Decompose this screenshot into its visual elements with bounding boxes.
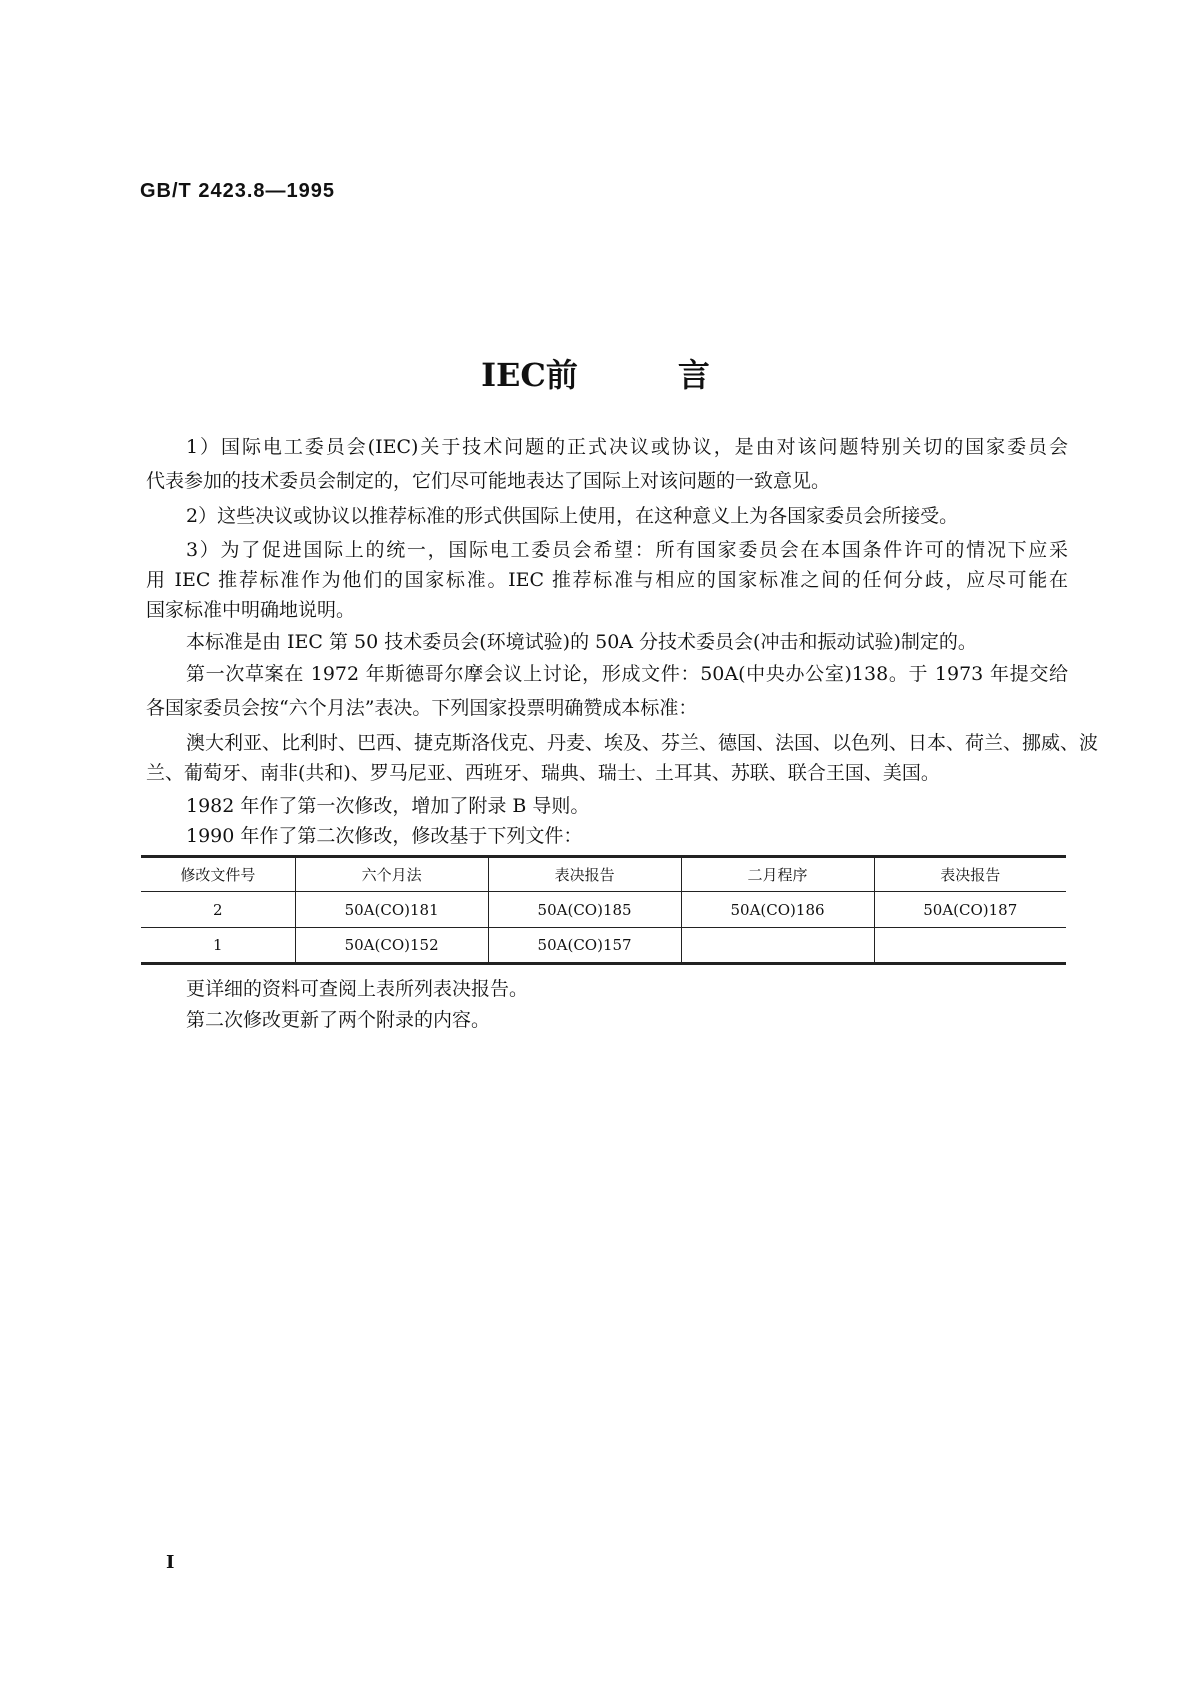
column-header: 修改文件号	[180, 866, 256, 884]
column-header: 表决报告	[874, 857, 1066, 892]
text-line: 用 IEC 推荐标准作为他们的国家标准。IEC 推荐标准与相应的国家标准之间的任何分歧，应尽可能在	[146, 569, 1068, 591]
text-line: 代表参加的技术委员会制定的，它们尽可能地表达了国际上对该问题的一致意见。	[146, 470, 831, 492]
table-row	[141, 892, 1066, 928]
text-line: 1）国际电工委员会(IEC)关于技术问题的正式决议或协议，是由对该问题特别关切的国家委员会	[186, 436, 1068, 458]
text-line: 第一次草案在 1972 年斯德哥尔摩会议上讨论，形成文件：50A(中央办公室)138。于 1973 年提交给	[186, 663, 1068, 685]
table-cell: 1	[213, 936, 223, 954]
text-line: 1990 年作了第二次修改，修改基于下列文件：	[186, 825, 583, 847]
text-line: 2）这些决议或协议以推荐标准的形式供国际上使用，在这种意义上为各国家委员会所接受。	[186, 505, 959, 527]
document-number: GB/T 2423.8—1995	[140, 180, 335, 202]
table-cell: 50A(CO)181	[295, 892, 488, 928]
text-line: 更详细的资料可查阅上表所列表决报告。	[186, 978, 529, 1000]
text-line: 第二次修改更新了两个附录的内容。	[186, 1009, 491, 1031]
column-header: 二月程序	[681, 857, 874, 892]
title-part1: IEC前	[481, 356, 578, 394]
table-cell: 2	[213, 900, 223, 919]
text-line: 本标准是由 IEC 第 50 技术委员会(环境试验)的 50A 分技术委员会(冲击和振动试验)制定的。	[186, 631, 977, 653]
page-title	[0, 350, 1191, 396]
revision-table	[141, 855, 1066, 965]
text-line: 3）为了促进国际上的统一，国际电工委员会希望：所有国家委员会在本国条件许可的情况下应采	[186, 539, 1068, 561]
text-line: 国家标准中明确地说明。	[146, 599, 356, 621]
text-line: 兰、葡萄牙、南非(共和)、罗马尼亚、西班牙、瑞典、瑞士、土耳其、苏联、联合王国、美国。	[146, 762, 940, 784]
column-header: 六个月法	[295, 857, 488, 892]
text-line: 1982 年作了第一次修改，增加了附录 B 导则。	[186, 795, 590, 817]
table-cell: 50A(CO)157	[488, 928, 681, 964]
text-line: 澳大利亚、比利时、巴西、捷克斯洛伐克、丹麦、埃及、芬兰、德国、法国、以色列、日本、荷兰、挪威、波	[186, 732, 1099, 754]
table-row	[141, 928, 1066, 964]
table-header-row	[141, 857, 1066, 892]
table-cell	[874, 928, 1066, 964]
page-number: I	[166, 1552, 175, 1573]
table-cell: 50A(CO)152	[295, 928, 488, 964]
table-cell: 50A(CO)187	[874, 892, 1066, 928]
column-header: 表决报告	[488, 857, 681, 892]
text-line: 各国家委员会按“六个月法”表决。下列国家投票明确赞成本标准：	[146, 697, 698, 719]
title-part2: 言	[677, 356, 710, 394]
table-cell: 50A(CO)186	[681, 892, 874, 928]
table-cell	[681, 928, 874, 964]
table-cell: 50A(CO)185	[488, 892, 681, 928]
